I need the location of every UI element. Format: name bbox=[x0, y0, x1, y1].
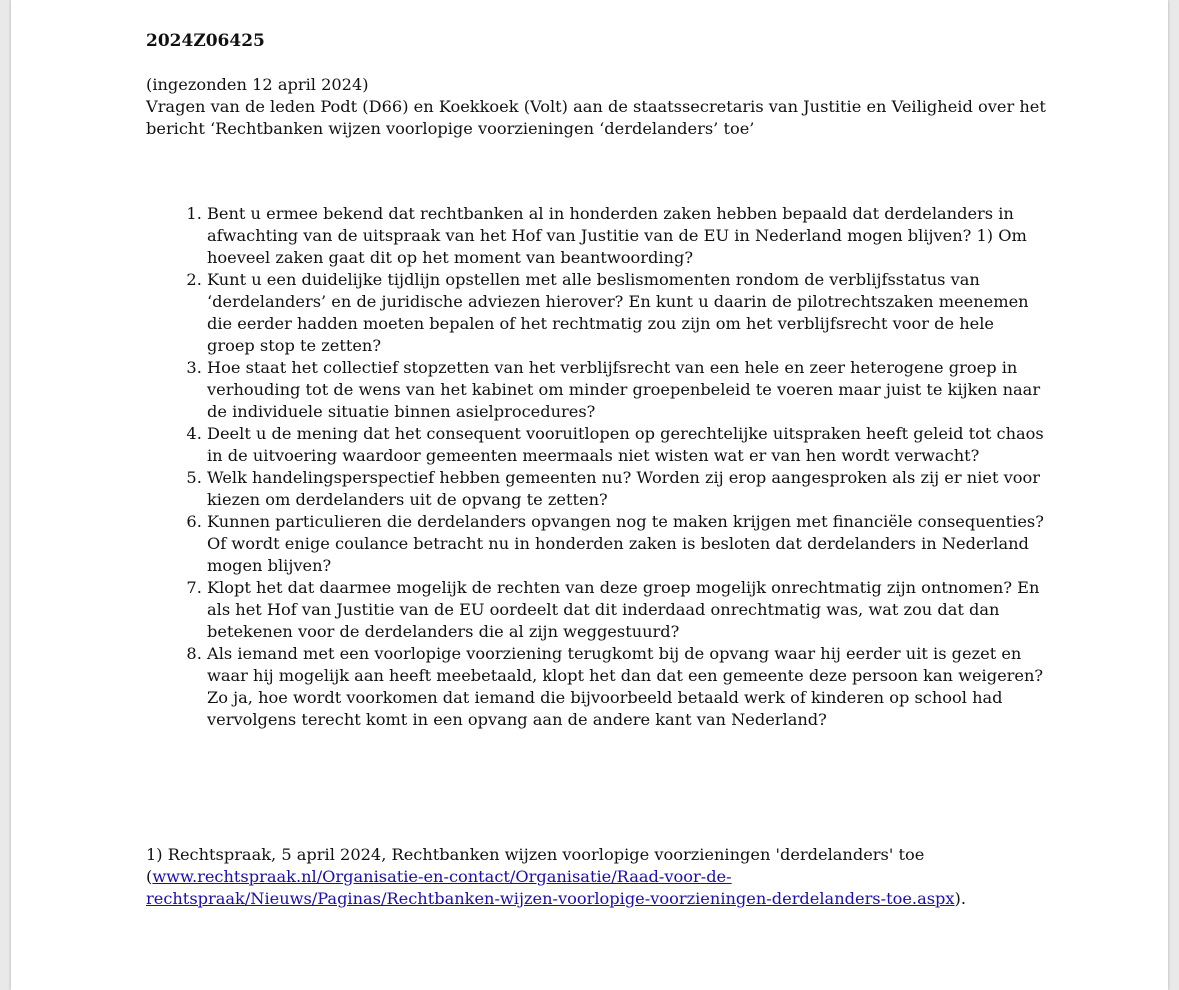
question-list bbox=[146, 203, 1046, 731]
document-header bbox=[146, 74, 1046, 140]
document-number: 2024Z06425 bbox=[146, 31, 265, 51]
question-item: 8. Als iemand met een voorlopige voorziening terugkomt bij de opvang waar hij eerder uit is gezet en waar hij mogelijk aan heeft meebetaald, klopt het dan dat een gemeente deze persoon kan weigeren? Zo ja, hoe wordt voorkomen dat iemand die bijvoorbeeld betaald werk of kinderen op school had vervolgens terecht komt in een opvang aan de andere kant van Nederland? bbox=[207, 643, 1046, 731]
question-item: 1. Bent u ermee bekend dat rechtbanken al in honderden zaken hebben bepaald dat derdelanders in afwachting van de uitspraak van het Hof van Justitie van de EU in Nederland mogen blijven? 1) Om hoeveel zaken gaat dit op het moment van beantwoording? bbox=[207, 203, 1046, 269]
footnote-link[interactable]: www.rechtspraak.nl/Organisatie-en-contact/Organisatie/Raad-voor-de-rechtspraak/Nieuws/Paginas/Rechtbanken-wijzen-voorlopige-voorzieningen-derdelanders-toe.aspx bbox=[146, 867, 955, 908]
document-page bbox=[11, 0, 1168, 990]
document-body bbox=[146, 30, 1046, 731]
footnote bbox=[146, 844, 986, 910]
question-item: 4. Deelt u de mening dat het consequent vooruitlopen op gerechtelijke uitspraken heeft geleid tot chaos in de uitvoering waardoor gemeenten meermaals niet wisten wat er van hen wordt verwacht? bbox=[207, 423, 1046, 467]
question-item: 6. Kunnen particulieren die derdelanders opvangen nog te maken krijgen met financiële consequenties? Of wordt enige coulance betracht nu in honderden zaken is besloten dat derdelanders in Nederland mogen blijven? bbox=[207, 511, 1046, 577]
question-item: 5. Welk handelingsperspectief hebben gemeenten nu? Worden zij erop aangesproken als zij er niet voor kiezen om derdelanders uit de opvang te zetten? bbox=[207, 467, 1046, 511]
submission-date: (ingezonden 12 april 2024) bbox=[146, 75, 369, 94]
footnote-text: 1) Rechtspraak, 5 april 2024, Rechtbanken wijzen voorlopige voorzieningen 'derdelanders' toe ( bbox=[146, 845, 925, 886]
footnote-suffix: ). bbox=[954, 889, 966, 908]
document-subject: Vragen van de leden Podt (D66) en Koekkoek (Volt) aan de staatssecretaris van Justitie en Veiligheid over het bericht ‘Rechtbanken wijzen voorlopige voorzieningen ‘derdelanders’ toe’ bbox=[146, 97, 1046, 138]
question-item: 3. Hoe staat het collectief stopzetten van het verblijfsrecht van een hele en zeer heterogene groep in verhouding tot de wens van het kabinet om minder groepenbeleid te voeren maar juist te kijken naar de individuele situatie binnen asielprocedures? bbox=[207, 357, 1046, 423]
question-item: 2. Kunt u een duidelijke tijdlijn opstellen met alle beslismomenten rondom de verblijfsstatus van ‘derdelanders’ en de juridische adviezen hierover? En kunt u daarin de pilotrechtszaken meenemen die eerder hadden moeten bepalen of het rechtmatig zou zijn om het verblijfsrecht voor de hele groep stop te zetten? bbox=[207, 269, 1046, 357]
question-item: 7. Klopt het dat daarmee mogelijk de rechten van deze groep mogelijk onrechtmatig zijn ontnomen? En als het Hof van Justitie van de EU oordeelt dat dit inderdaad onrechtmatig was, wat zou dat dan betekenen voor de derdelanders die al zijn weggestuurd? bbox=[207, 577, 1046, 643]
